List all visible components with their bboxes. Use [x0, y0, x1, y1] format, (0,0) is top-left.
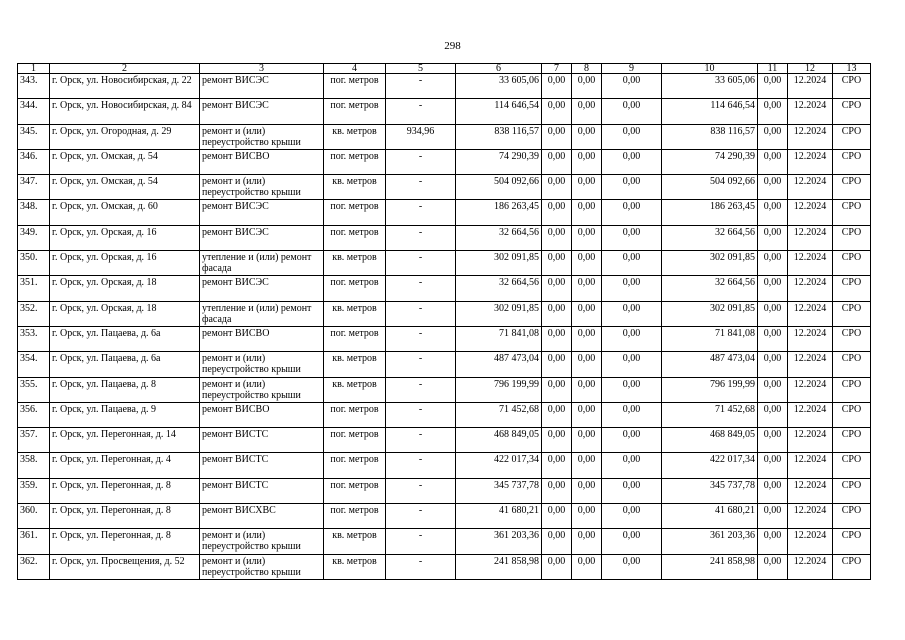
- cost-cell-10: 361 203,36: [662, 529, 758, 554]
- cost-cell-9: 0,00: [602, 251, 662, 276]
- cost-cell-11: 0,00: [758, 504, 788, 529]
- cost-cell-7: 0,00: [542, 124, 572, 149]
- column-header-9: 9: [602, 64, 662, 74]
- cost-cell-9: 0,00: [602, 352, 662, 377]
- column-header-3: 3: [200, 64, 324, 74]
- unit-cell: пог. метров: [324, 200, 386, 225]
- quantity-cell: -: [386, 554, 456, 579]
- cost-cell-8: 0,00: [572, 402, 602, 427]
- work-type-cell: утепление и (или) ремонт фасада: [200, 301, 324, 326]
- method-cell: СРО: [833, 352, 871, 377]
- address-cell: г. Орск, ул. Перегонная, д. 8: [50, 504, 200, 529]
- row-number: 349.: [18, 225, 50, 250]
- deadline-cell: 12.2024: [788, 352, 833, 377]
- quantity-cell: -: [386, 326, 456, 351]
- address-cell: г. Орск, ул. Омская, д. 54: [50, 175, 200, 200]
- cost-cell-9: 0,00: [602, 504, 662, 529]
- cost-cell-8: 0,00: [572, 124, 602, 149]
- page-number: 298: [444, 40, 461, 52]
- work-type-cell: ремонт и (или) переустройство крыши: [200, 124, 324, 149]
- unit-cell: пог. метров: [324, 428, 386, 453]
- deadline-cell: 12.2024: [788, 554, 833, 579]
- cost-cell-7: 0,00: [542, 377, 572, 402]
- row-number: 347.: [18, 175, 50, 200]
- total-cost-cell: 361 203,36: [456, 529, 542, 554]
- cost-cell-7: 0,00: [542, 200, 572, 225]
- cost-cell-10: 302 091,85: [662, 251, 758, 276]
- deadline-cell: 12.2024: [788, 276, 833, 301]
- table-row: [18, 175, 871, 200]
- cost-cell-8: 0,00: [572, 74, 602, 99]
- row-number: 343.: [18, 74, 50, 99]
- table-row: [18, 377, 871, 402]
- unit-cell: кв. метров: [324, 301, 386, 326]
- quantity-cell: -: [386, 225, 456, 250]
- deadline-cell: 12.2024: [788, 377, 833, 402]
- address-cell: г. Орск, ул. Пацаева, д. 6а: [50, 352, 200, 377]
- total-cost-cell: 838 116,57: [456, 124, 542, 149]
- work-type-cell: ремонт и (или) переустройство крыши: [200, 554, 324, 579]
- address-cell: г. Орск, ул. Перегонная, д. 8: [50, 478, 200, 503]
- unit-cell: кв. метров: [324, 352, 386, 377]
- cost-cell-11: 0,00: [758, 99, 788, 124]
- column-header-4: 4: [324, 64, 386, 74]
- table-row: [18, 124, 871, 149]
- cost-cell-11: 0,00: [758, 200, 788, 225]
- total-cost-cell: 302 091,85: [456, 301, 542, 326]
- cost-cell-9: 0,00: [602, 428, 662, 453]
- cost-cell-8: 0,00: [572, 554, 602, 579]
- cost-cell-8: 0,00: [572, 377, 602, 402]
- cost-cell-8: 0,00: [572, 276, 602, 301]
- total-cost-cell: 796 199,99: [456, 377, 542, 402]
- table-body: [18, 74, 871, 580]
- address-cell: г. Орск, ул. Омская, д. 54: [50, 149, 200, 174]
- unit-cell: кв. метров: [324, 529, 386, 554]
- cost-cell-7: 0,00: [542, 301, 572, 326]
- quantity-cell: -: [386, 352, 456, 377]
- work-type-cell: ремонт ВИСЭС: [200, 74, 324, 99]
- cost-cell-10: 71 841,08: [662, 326, 758, 351]
- work-type-cell: ремонт ВИСТС: [200, 428, 324, 453]
- work-type-cell: ремонт ВИСВО: [200, 402, 324, 427]
- cost-cell-8: 0,00: [572, 326, 602, 351]
- unit-cell: пог. метров: [324, 99, 386, 124]
- cost-cell-8: 0,00: [572, 301, 602, 326]
- cost-cell-8: 0,00: [572, 200, 602, 225]
- row-number: 362.: [18, 554, 50, 579]
- quantity-cell: -: [386, 74, 456, 99]
- deadline-cell: 12.2024: [788, 175, 833, 200]
- cost-cell-7: 0,00: [542, 504, 572, 529]
- unit-cell: пог. метров: [324, 504, 386, 529]
- cost-cell-11: 0,00: [758, 453, 788, 478]
- cost-cell-8: 0,00: [572, 175, 602, 200]
- cost-cell-11: 0,00: [758, 301, 788, 326]
- method-cell: СРО: [833, 276, 871, 301]
- row-number: 351.: [18, 276, 50, 301]
- cost-cell-10: 186 263,45: [662, 200, 758, 225]
- quantity-cell: -: [386, 428, 456, 453]
- work-type-cell: ремонт ВИСЭС: [200, 225, 324, 250]
- quantity-cell: -: [386, 453, 456, 478]
- quantity-cell: -: [386, 377, 456, 402]
- address-cell: г. Орск, ул. Новосибирская, д. 84: [50, 99, 200, 124]
- total-cost-cell: 71 452,68: [456, 402, 542, 427]
- work-type-cell: ремонт ВИСТС: [200, 478, 324, 503]
- row-number: 356.: [18, 402, 50, 427]
- table-row: [18, 478, 871, 503]
- total-cost-cell: 114 646,54: [456, 99, 542, 124]
- cost-cell-11: 0,00: [758, 225, 788, 250]
- cost-cell-11: 0,00: [758, 149, 788, 174]
- method-cell: СРО: [833, 301, 871, 326]
- row-number: 352.: [18, 301, 50, 326]
- unit-cell: пог. метров: [324, 326, 386, 351]
- cost-cell-10: 504 092,66: [662, 175, 758, 200]
- table-row: [18, 200, 871, 225]
- deadline-cell: 12.2024: [788, 529, 833, 554]
- cost-cell-7: 0,00: [542, 74, 572, 99]
- method-cell: СРО: [833, 326, 871, 351]
- cost-cell-9: 0,00: [602, 200, 662, 225]
- address-cell: г. Орск, ул. Омская, д. 60: [50, 200, 200, 225]
- cost-cell-11: 0,00: [758, 352, 788, 377]
- cost-cell-9: 0,00: [602, 554, 662, 579]
- cost-cell-11: 0,00: [758, 529, 788, 554]
- work-type-cell: ремонт и (или) переустройство крыши: [200, 529, 324, 554]
- method-cell: СРО: [833, 175, 871, 200]
- address-cell: г. Орск, ул. Пацаева, д. 6а: [50, 326, 200, 351]
- method-cell: СРО: [833, 402, 871, 427]
- table-row: [18, 428, 871, 453]
- quantity-cell: 934,96: [386, 124, 456, 149]
- work-type-cell: ремонт ВИСЭС: [200, 99, 324, 124]
- cost-cell-10: 838 116,57: [662, 124, 758, 149]
- work-type-cell: утепление и (или) ремонт фасада: [200, 251, 324, 276]
- method-cell: СРО: [833, 377, 871, 402]
- cost-cell-10: 41 680,21: [662, 504, 758, 529]
- cost-cell-7: 0,00: [542, 478, 572, 503]
- total-cost-cell: 468 849,05: [456, 428, 542, 453]
- total-cost-cell: 487 473,04: [456, 352, 542, 377]
- method-cell: СРО: [833, 428, 871, 453]
- cost-cell-7: 0,00: [542, 402, 572, 427]
- deadline-cell: 12.2024: [788, 478, 833, 503]
- cost-cell-8: 0,00: [572, 352, 602, 377]
- unit-cell: кв. метров: [324, 175, 386, 200]
- total-cost-cell: 186 263,45: [456, 200, 542, 225]
- cost-cell-10: 345 737,78: [662, 478, 758, 503]
- unit-cell: пог. метров: [324, 478, 386, 503]
- cost-cell-9: 0,00: [602, 74, 662, 99]
- deadline-cell: 12.2024: [788, 74, 833, 99]
- method-cell: СРО: [833, 478, 871, 503]
- deadline-cell: 12.2024: [788, 504, 833, 529]
- cost-cell-10: 32 664,56: [662, 276, 758, 301]
- cost-cell-9: 0,00: [602, 453, 662, 478]
- table-row: [18, 504, 871, 529]
- cost-cell-9: 0,00: [602, 276, 662, 301]
- column-header-10: 10: [662, 64, 758, 74]
- deadline-cell: 12.2024: [788, 326, 833, 351]
- quantity-cell: -: [386, 251, 456, 276]
- method-cell: СРО: [833, 225, 871, 250]
- total-cost-cell: 74 290,39: [456, 149, 542, 174]
- cost-cell-11: 0,00: [758, 74, 788, 99]
- quantity-cell: -: [386, 301, 456, 326]
- cost-cell-8: 0,00: [572, 149, 602, 174]
- total-cost-cell: 32 664,56: [456, 276, 542, 301]
- total-cost-cell: 41 680,21: [456, 504, 542, 529]
- unit-cell: кв. метров: [324, 554, 386, 579]
- total-cost-cell: 32 664,56: [456, 225, 542, 250]
- deadline-cell: 12.2024: [788, 99, 833, 124]
- work-type-cell: ремонт ВИСЭС: [200, 200, 324, 225]
- table-row: [18, 74, 871, 99]
- row-number: 346.: [18, 149, 50, 174]
- deadline-cell: 12.2024: [788, 428, 833, 453]
- cost-cell-10: 302 091,85: [662, 301, 758, 326]
- quantity-cell: -: [386, 504, 456, 529]
- work-type-cell: ремонт ВИСХВС: [200, 504, 324, 529]
- table-row: [18, 326, 871, 351]
- column-header-12: 12: [788, 64, 833, 74]
- work-type-cell: ремонт и (или) переустройство крыши: [200, 175, 324, 200]
- row-number: 350.: [18, 251, 50, 276]
- quantity-cell: -: [386, 200, 456, 225]
- row-number: 354.: [18, 352, 50, 377]
- work-type-cell: ремонт ВИСВО: [200, 326, 324, 351]
- row-number: 353.: [18, 326, 50, 351]
- method-cell: СРО: [833, 251, 871, 276]
- cost-cell-7: 0,00: [542, 276, 572, 301]
- row-number: 355.: [18, 377, 50, 402]
- method-cell: СРО: [833, 453, 871, 478]
- work-type-cell: ремонт и (или) переустройство крыши: [200, 352, 324, 377]
- cost-cell-11: 0,00: [758, 554, 788, 579]
- method-cell: СРО: [833, 124, 871, 149]
- unit-cell: кв. метров: [324, 124, 386, 149]
- cost-cell-11: 0,00: [758, 428, 788, 453]
- cost-cell-11: 0,00: [758, 175, 788, 200]
- cost-cell-9: 0,00: [602, 175, 662, 200]
- column-header-2: 2: [50, 64, 200, 74]
- work-type-cell: ремонт ВИСЭС: [200, 276, 324, 301]
- quantity-cell: -: [386, 149, 456, 174]
- cost-cell-7: 0,00: [542, 352, 572, 377]
- cost-cell-7: 0,00: [542, 251, 572, 276]
- cost-cell-9: 0,00: [602, 326, 662, 351]
- cost-cell-9: 0,00: [602, 402, 662, 427]
- row-number: 358.: [18, 453, 50, 478]
- cost-cell-10: 32 664,56: [662, 225, 758, 250]
- address-cell: г. Орск, ул. Просвещения, д. 52: [50, 554, 200, 579]
- cost-cell-8: 0,00: [572, 453, 602, 478]
- column-header-7: 7: [542, 64, 572, 74]
- row-number: 345.: [18, 124, 50, 149]
- table-row: [18, 251, 871, 276]
- total-cost-cell: 33 605,06: [456, 74, 542, 99]
- cost-cell-9: 0,00: [602, 149, 662, 174]
- total-cost-cell: 422 017,34: [456, 453, 542, 478]
- deadline-cell: 12.2024: [788, 149, 833, 174]
- total-cost-cell: 241 858,98: [456, 554, 542, 579]
- address-cell: г. Орск, ул. Огородная, д. 29: [50, 124, 200, 149]
- cost-cell-7: 0,00: [542, 529, 572, 554]
- row-number: 360.: [18, 504, 50, 529]
- method-cell: СРО: [833, 200, 871, 225]
- unit-cell: пог. метров: [324, 74, 386, 99]
- cost-cell-7: 0,00: [542, 428, 572, 453]
- cost-cell-11: 0,00: [758, 326, 788, 351]
- table-row: [18, 352, 871, 377]
- deadline-cell: 12.2024: [788, 225, 833, 250]
- quantity-cell: -: [386, 99, 456, 124]
- table-row: [18, 301, 871, 326]
- unit-cell: кв. метров: [324, 251, 386, 276]
- work-type-cell: ремонт и (или) переустройство крыши: [200, 377, 324, 402]
- table-row: [18, 225, 871, 250]
- unit-cell: пог. метров: [324, 453, 386, 478]
- cost-cell-9: 0,00: [602, 225, 662, 250]
- row-number: 361.: [18, 529, 50, 554]
- cost-cell-7: 0,00: [542, 175, 572, 200]
- address-cell: г. Орск, ул. Орская, д. 16: [50, 225, 200, 250]
- cost-cell-9: 0,00: [602, 478, 662, 503]
- column-header-11: 11: [758, 64, 788, 74]
- cost-cell-8: 0,00: [572, 478, 602, 503]
- deadline-cell: 12.2024: [788, 124, 833, 149]
- deadline-cell: 12.2024: [788, 251, 833, 276]
- column-header-13: 13: [833, 64, 871, 74]
- cost-cell-8: 0,00: [572, 225, 602, 250]
- address-cell: г. Орск, ул. Орская, д. 16: [50, 251, 200, 276]
- deadline-cell: 12.2024: [788, 301, 833, 326]
- total-cost-cell: 302 091,85: [456, 251, 542, 276]
- method-cell: СРО: [833, 554, 871, 579]
- address-cell: г. Орск, ул. Орская, д. 18: [50, 276, 200, 301]
- cost-cell-8: 0,00: [572, 504, 602, 529]
- method-cell: СРО: [833, 99, 871, 124]
- cost-cell-9: 0,00: [602, 124, 662, 149]
- table-row: [18, 99, 871, 124]
- table-row: [18, 554, 871, 579]
- quantity-cell: -: [386, 478, 456, 503]
- cost-cell-7: 0,00: [542, 453, 572, 478]
- work-type-cell: ремонт ВИСТС: [200, 453, 324, 478]
- method-cell: СРО: [833, 149, 871, 174]
- cost-cell-9: 0,00: [602, 529, 662, 554]
- cost-cell-8: 0,00: [572, 529, 602, 554]
- cost-cell-11: 0,00: [758, 276, 788, 301]
- cost-cell-9: 0,00: [602, 99, 662, 124]
- table-row: [18, 402, 871, 427]
- unit-cell: кв. метров: [324, 377, 386, 402]
- column-header-1: 1: [18, 64, 50, 74]
- cost-cell-10: 241 858,98: [662, 554, 758, 579]
- cost-cell-7: 0,00: [542, 554, 572, 579]
- method-cell: СРО: [833, 529, 871, 554]
- row-number: 348.: [18, 200, 50, 225]
- cost-cell-11: 0,00: [758, 478, 788, 503]
- cost-cell-8: 0,00: [572, 251, 602, 276]
- row-number: 359.: [18, 478, 50, 503]
- quantity-cell: -: [386, 529, 456, 554]
- total-cost-cell: 71 841,08: [456, 326, 542, 351]
- method-cell: СРО: [833, 504, 871, 529]
- cost-cell-9: 0,00: [602, 377, 662, 402]
- deadline-cell: 12.2024: [788, 402, 833, 427]
- address-cell: г. Орск, ул. Пацаева, д. 9: [50, 402, 200, 427]
- cost-cell-8: 0,00: [572, 99, 602, 124]
- table-row: [18, 149, 871, 174]
- unit-cell: пог. метров: [324, 225, 386, 250]
- quantity-cell: -: [386, 175, 456, 200]
- table-row: [18, 453, 871, 478]
- cost-cell-7: 0,00: [542, 149, 572, 174]
- total-cost-cell: 345 737,78: [456, 478, 542, 503]
- work-type-cell: ремонт ВИСВО: [200, 149, 324, 174]
- cost-cell-10: 422 017,34: [662, 453, 758, 478]
- row-number: 344.: [18, 99, 50, 124]
- address-cell: г. Орск, ул. Пацаева, д. 8: [50, 377, 200, 402]
- cost-cell-10: 114 646,54: [662, 99, 758, 124]
- column-header-6: 6: [456, 64, 542, 74]
- cost-cell-7: 0,00: [542, 326, 572, 351]
- data-table: [17, 63, 871, 580]
- cost-cell-7: 0,00: [542, 99, 572, 124]
- quantity-cell: -: [386, 276, 456, 301]
- cost-cell-10: 74 290,39: [662, 149, 758, 174]
- cost-cell-9: 0,00: [602, 301, 662, 326]
- address-cell: г. Орск, ул. Орская, д. 18: [50, 301, 200, 326]
- unit-cell: пог. метров: [324, 402, 386, 427]
- cost-cell-8: 0,00: [572, 428, 602, 453]
- row-number: 357.: [18, 428, 50, 453]
- address-cell: г. Орск, ул. Перегонная, д. 4: [50, 453, 200, 478]
- deadline-cell: 12.2024: [788, 200, 833, 225]
- quantity-cell: -: [386, 402, 456, 427]
- cost-cell-10: 33 605,06: [662, 74, 758, 99]
- cost-cell-10: 487 473,04: [662, 352, 758, 377]
- header-row: [18, 64, 871, 74]
- cost-cell-11: 0,00: [758, 251, 788, 276]
- cost-cell-10: 71 452,68: [662, 402, 758, 427]
- table-row: [18, 529, 871, 554]
- cost-cell-11: 0,00: [758, 402, 788, 427]
- cost-cell-10: 796 199,99: [662, 377, 758, 402]
- column-header-8: 8: [572, 64, 602, 74]
- column-header-5: 5: [386, 64, 456, 74]
- address-cell: г. Орск, ул. Перегонная, д. 14: [50, 428, 200, 453]
- cost-cell-11: 0,00: [758, 377, 788, 402]
- unit-cell: пог. метров: [324, 276, 386, 301]
- deadline-cell: 12.2024: [788, 453, 833, 478]
- unit-cell: пог. метров: [324, 149, 386, 174]
- method-cell: СРО: [833, 74, 871, 99]
- table-row: [18, 276, 871, 301]
- cost-cell-10: 468 849,05: [662, 428, 758, 453]
- total-cost-cell: 504 092,66: [456, 175, 542, 200]
- address-cell: г. Орск, ул. Перегонная, д. 8: [50, 529, 200, 554]
- address-cell: г. Орск, ул. Новосибирская, д. 22: [50, 74, 200, 99]
- cost-cell-7: 0,00: [542, 225, 572, 250]
- cost-cell-11: 0,00: [758, 124, 788, 149]
